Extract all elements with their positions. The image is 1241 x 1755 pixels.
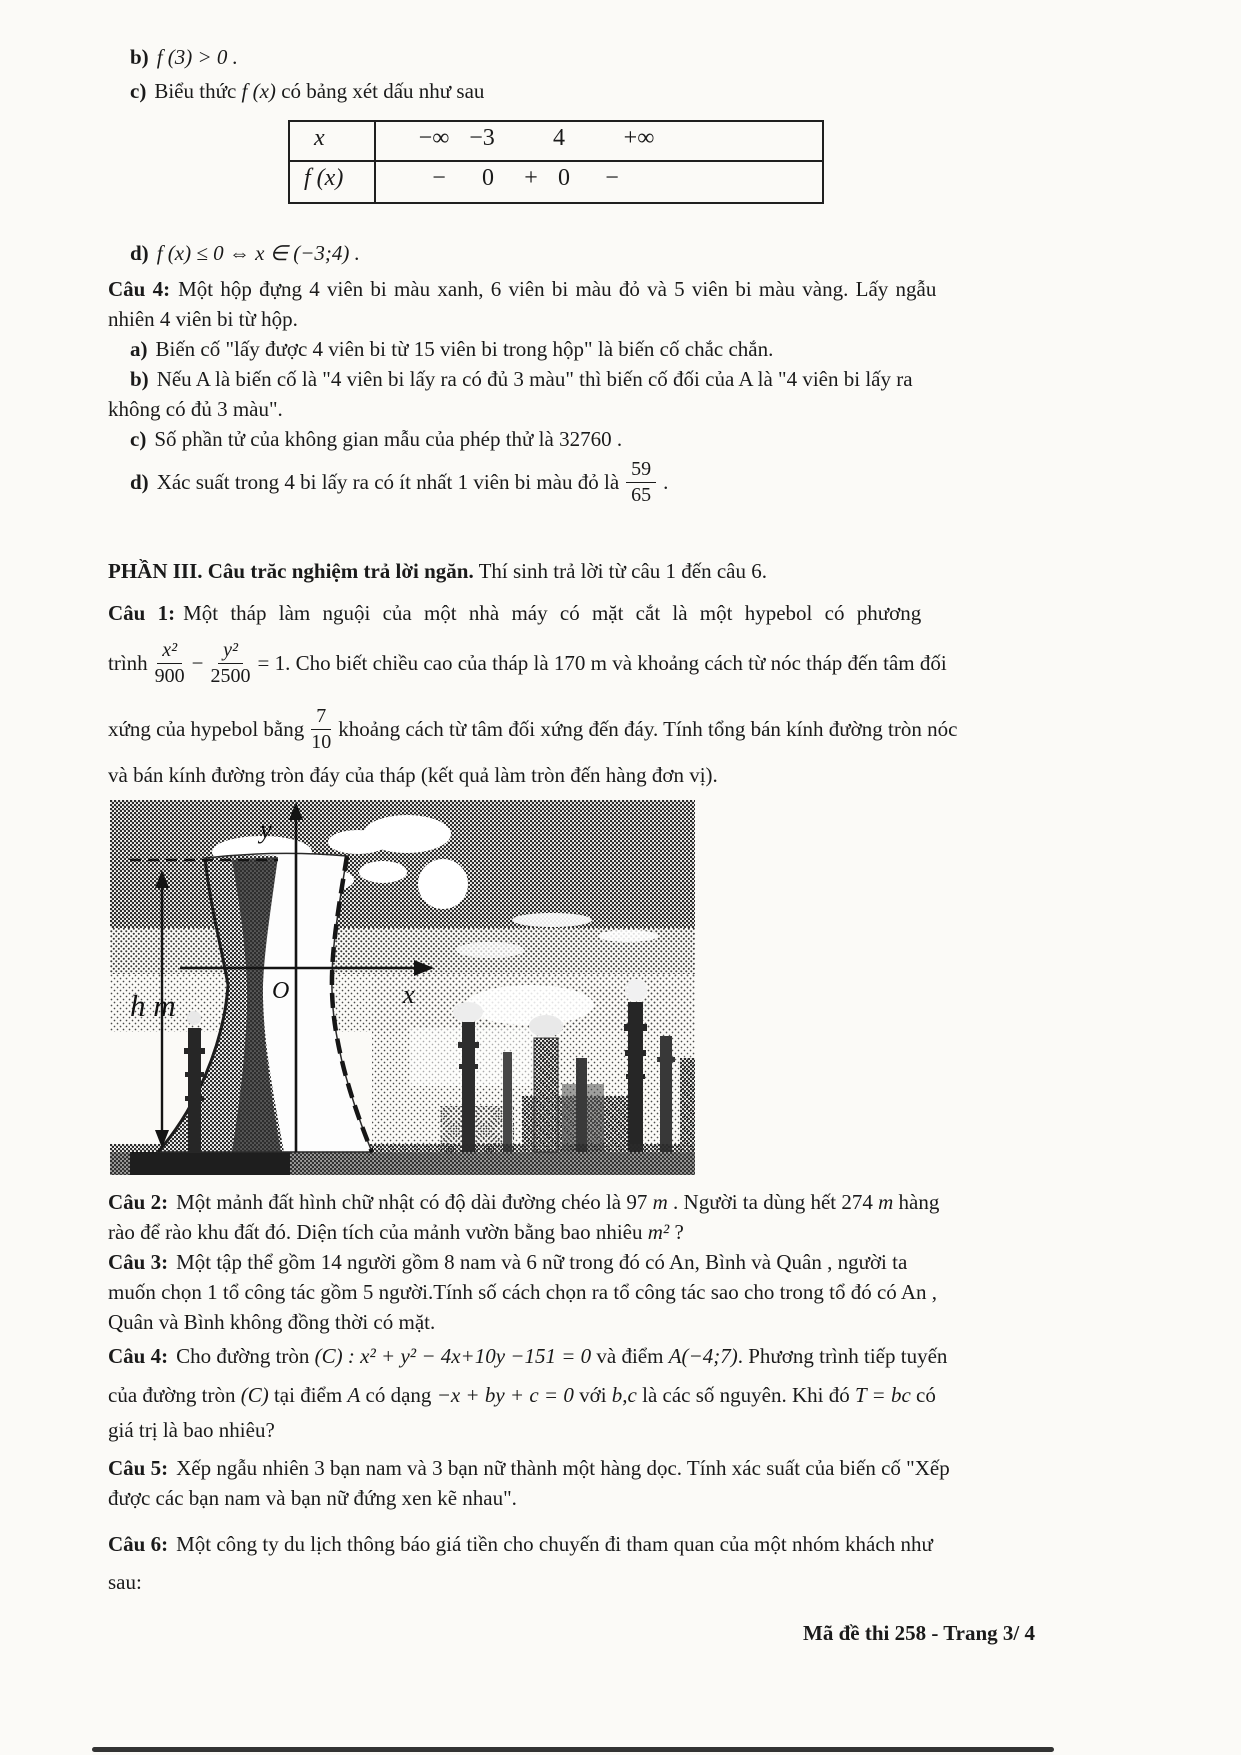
part2-item-b: b) f (3) > 0 .	[130, 45, 238, 69]
table-header-fx: f (x)	[304, 165, 344, 191]
math-circle-equation: (C) : x² + y² − 4x+10y −151 = 0	[314, 1343, 592, 1368]
figure-cooling-tower-photo	[110, 800, 695, 1175]
cau4-statement-line2: nhiên 4 viên bi từ hộp.	[108, 307, 298, 331]
math-fx: f (x)	[241, 79, 276, 103]
table-cell: 4	[553, 125, 565, 151]
cau4b-line3: giá trị là bao nhiêu?	[108, 1418, 275, 1442]
sign-table	[288, 120, 824, 204]
cau3-line1: Câu 3: Một tập thể gồm 14 người gồm 8 nam và 6 nữ trong đó có An, Bình và Quân , người ta	[108, 1250, 908, 1274]
cau4-item-c: c) Số phần tử của không gian mẫu của phép thử là 32760 .	[130, 427, 623, 451]
table-cell: −	[605, 165, 619, 191]
math-f3: f (3) > 0 .	[156, 45, 238, 69]
table-cell: −3	[469, 125, 495, 151]
math-T-bc: T = bc	[855, 1382, 911, 1407]
fraction-y2-2500: $\frac{\text{y²}}{2500}$	[210, 638, 251, 687]
math-fx-interval: f (x) ≤ 0 ⇔ x ∈ (−3;4) .	[156, 241, 360, 265]
steam-plume	[453, 1002, 483, 1022]
cau5-line1: Câu 5: Xếp ngẫu nhiên 3 bạn nam và 3 bạn nữ thành một hàng dọc. Tính xác suất của biến cố "Xếp	[108, 1456, 950, 1480]
cau6-line2: sau:	[108, 1570, 142, 1594]
table-cell: −∞	[418, 125, 450, 151]
refinery-column	[188, 1028, 201, 1152]
cau1-line2: trình $\frac{\text{x²}}{900}$ − $\frac{\text{y²}}{2500}$ = 1. Cho biết chiều cao của tháp là 170 m và khoảng cách từ nóc tháp đến tâm đối	[108, 638, 947, 687]
cau4-statement-line1: Câu 4: Một hộp đựng 4 viên bi màu xanh, 6 viên bi màu đỏ và 5 viên bi màu vàng. Lấy ngẫu	[108, 277, 937, 301]
cau1-line4: và bán kính đường tròn đáy của tháp (kết quả làm tròn đến hàng đơn vị).	[108, 763, 718, 787]
cau5-line2: được các bạn nam và bạn nữ đứng xen kẽ nhau".	[108, 1486, 517, 1510]
cau1-line1: Câu 1: Một tháp làm nguội của một nhà máy có mặt cắt là một hypebol có phương	[108, 601, 922, 625]
cau3-line3: Quân và Bình không đồng thời có mặt.	[108, 1310, 436, 1334]
table-cell: 0	[558, 165, 570, 191]
cau4b-line2: của đường tròn (C) tại điểm A có dạng −x + by + c = 0 với b,c là các số nguyên. Khi đó T = bc có	[108, 1382, 936, 1407]
part3-heading: PHẦN III. Câu trăc nghiệm trả lời ngăn. Thí sinh trả lời từ câu 1 đến câu 6.	[108, 559, 768, 583]
table-cell: 0	[482, 165, 494, 191]
table-header-x: x	[314, 125, 325, 151]
cau4-item-b-line1: b) Nếu A là biến cố là "4 viên bi lấy ra có đủ 3 màu" thì biến cố đối của A là "4 viên bi lấy ra	[130, 367, 913, 391]
fraction-59-65: $\frac{59}{65}$	[626, 458, 656, 507]
scan-artifact	[92, 1747, 1054, 1752]
sun	[418, 859, 468, 909]
cau6-line1: Câu 6: Một công ty du lịch thông báo giá tiền cho chuyến đi tham quan của một nhóm khách như	[108, 1532, 933, 1556]
math-tangent-line: −x + by + c = 0	[436, 1382, 574, 1407]
figure-y-axis-label: y	[260, 815, 272, 844]
table-divider	[374, 122, 376, 202]
cau3-line2: muốn chọn 1 tổ công tác gồm 5 người.Tính số cách chọn ra tổ công tác sao cho trong tổ đó có An ,	[108, 1280, 938, 1304]
cau4-item-b-line2: không có đủ 3 màu".	[108, 397, 283, 421]
chimney	[462, 1022, 475, 1152]
table-cell: +	[524, 165, 538, 191]
cau4-item-a: a) Biến cố "lấy được 4 viên bi từ 15 viên bi trong hộp" là biến cố chắc chắn.	[130, 337, 774, 361]
cau2-line1: Câu 2: Một mảnh đất hình chữ nhật có độ dài đường chéo là 97 m . Người ta dùng hết 274 m hàng	[108, 1190, 940, 1214]
part2-item-d: d) f (x) ≤ 0 ⇔ x ∈ (−3;4) .	[130, 241, 360, 265]
part2-item-c: c) Biểu thức f (x) có bảng xét dấu như sau	[130, 79, 485, 103]
cau1-line3: xứng của hypebol bằng $\frac{7}{10}$ khoảng cách từ tâm đối xứng đến đáy. Tính tổng bán kính đường tròn nóc	[108, 704, 958, 753]
cau4b-line1: Câu 4: Cho đường tròn (C) : x² + y² − 4x+10y −151 = 0 và điểm A(−4;7) . Phương trình tiếp tuyến	[108, 1343, 948, 1368]
cau2-line2: rào để rào khu đất đó. Diện tích của mảnh vườn bằng bao nhiêu m² ?	[108, 1220, 684, 1244]
table-row-divider	[290, 160, 822, 162]
figure-x-axis-label: x	[403, 980, 415, 1009]
page-footer: Mã đề thi 258 - Trang 3/ 4	[803, 1621, 1035, 1645]
cau4-item-d: d) Xác suất trong 4 bi lấy ra có ít nhất 1 viên bi màu đỏ là $\frac{59}{65}$ .	[130, 457, 669, 506]
fraction-x2-900: $\frac{\text{x²}}{900}$	[154, 638, 185, 687]
fraction-7-10: $\frac{7}{10}$	[311, 704, 332, 753]
table-cell: −	[432, 165, 446, 191]
math-point-A: A(−4;7)	[668, 1343, 738, 1368]
table-cell: +∞	[623, 125, 655, 151]
figure-height-label: h m	[130, 988, 176, 1023]
figure-origin-label: O	[272, 978, 290, 1004]
